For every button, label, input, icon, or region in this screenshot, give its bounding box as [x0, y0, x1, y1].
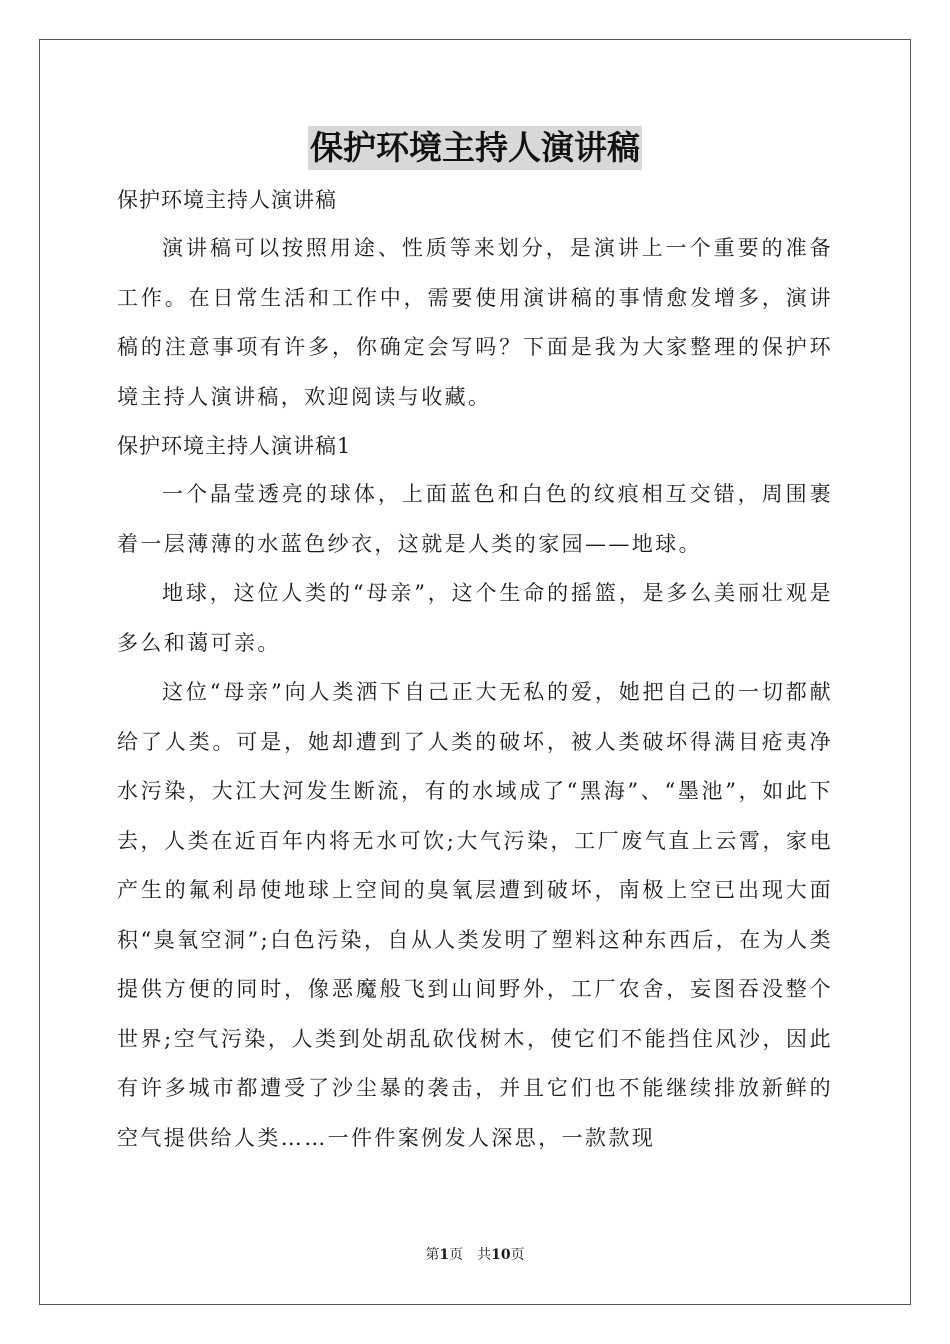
page-footer: [0, 1245, 950, 1265]
paragraph: 演讲稿可以按照用途、性质等来划分，是演讲上一个重要的准备工作。在日常生活和工作中，需要使用演讲稿的事情愈发增多，演讲稿的注意事项有许多，你确定会写吗？下面是我为大家整理的保护环境主持人演讲稿，欢迎阅读与收藏。: [117, 236, 833, 409]
section-heading: 保护环境主持人演讲稿: [117, 188, 337, 212]
document-body: [117, 176, 833, 1163]
page-label-mid: 页 共: [449, 1247, 492, 1263]
page-total-number: 10: [491, 1247, 511, 1263]
title-container: [0, 126, 950, 170]
page-label-prefix: 第: [425, 1247, 440, 1263]
paragraph: 这位“母亲”向人类洒下自己正大无私的爱，她把自己的一切都献给了人类。可是，她却遭到了人类的破坏，被人类破坏得满目疮夷净水污染，大江大河发生断流，有的水域成了“黑海”、“墨池”，如此下去，人类在近百年内将无水可饮;大气污染，工厂废气直上云霄，家电产生的氟利昂使地球上空间的臭氧层遭到破坏，南极上空已出现大面积“臭氧空洞”;白色污染，自从人类发明了塑料这种东西后，在为人类提供方便的同时，像恶魔般飞到山间野外，工厂农舍，妄图吞没整个世界;空气污染，人类到处胡乱砍伐树木，使它们不能挡住风沙，因此有许多城市都遭受了沙尘暴的袭击，并且它们也不能继续排放新鲜的空气提供给人类……一件件案例发人深思，一款款现: [117, 680, 833, 1150]
document-title: 保护环境主持人演讲稿: [308, 126, 642, 170]
section-heading: 保护环境主持人演讲稿1: [117, 434, 352, 458]
page-current-number: 1: [439, 1247, 450, 1263]
paragraph: 地球，这位人类的“母亲”，这个生命的摇篮，是多么美丽壮观是多么和蔼可亲。: [117, 581, 833, 655]
paragraph: 一个晶莹透亮的球体，上面蓝色和白色的纹痕相互交错，周围裹着一层薄薄的水蓝色纱衣，这就是人类的家园——地球。: [117, 482, 833, 556]
page-label-suffix: 页: [510, 1247, 525, 1263]
